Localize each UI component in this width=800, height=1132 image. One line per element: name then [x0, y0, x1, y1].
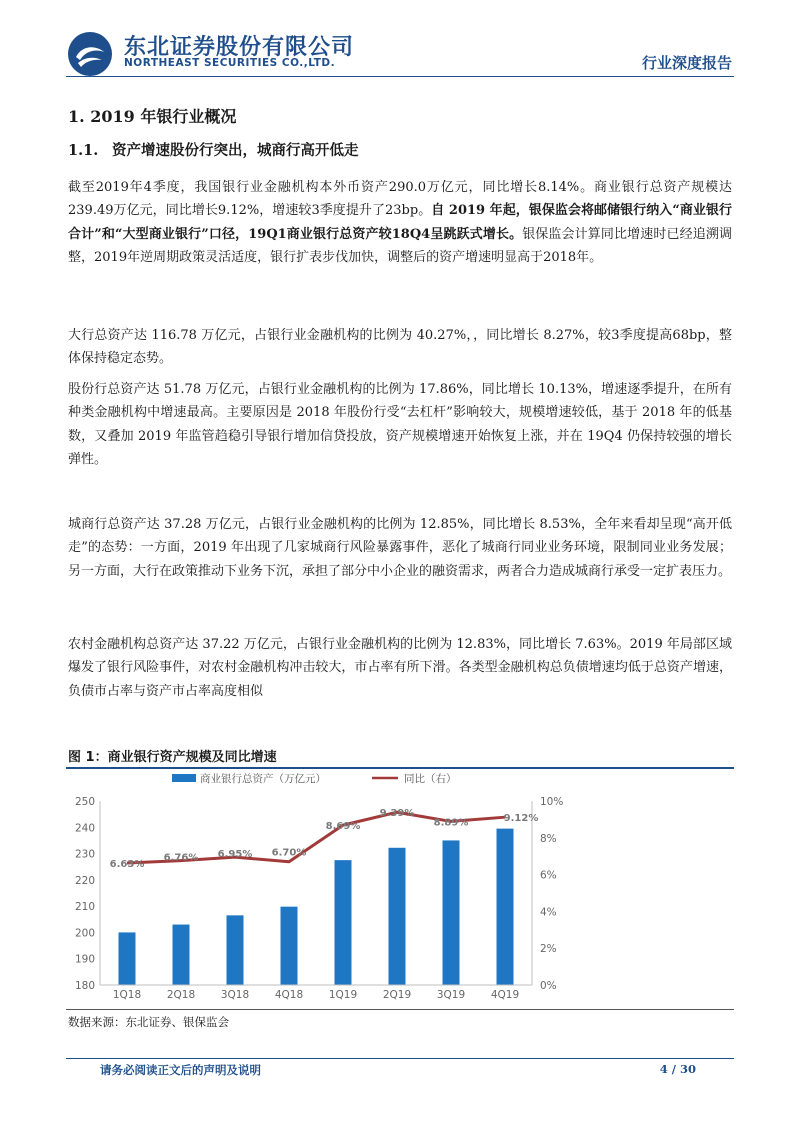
bar-1Q19	[335, 860, 352, 985]
bar-3Q18	[227, 915, 244, 985]
bar-1Q18	[119, 932, 136, 985]
left-axis-tick-label: 250	[74, 796, 95, 808]
right-axis-tick-label: 10%	[540, 796, 564, 808]
left-axis-tick-label: 240	[74, 822, 95, 835]
x-tick-label: 4Q19	[490, 989, 520, 1001]
left-axis-tick-label: 220	[74, 874, 95, 887]
figure-title: 图 1：商业银行资产规模及同比增速	[68, 750, 277, 765]
report-type-label: 行业深度报告	[641, 54, 732, 72]
bar-3Q19	[443, 840, 460, 985]
right-axis-tick-label: 6%	[540, 869, 557, 882]
x-tick-label: 2Q19	[382, 989, 412, 1001]
company-name-en: NORTHEAST SECURITIES CO.,LTD.	[124, 57, 336, 69]
assets-growth-chart	[66, 769, 596, 1009]
left-axis-tick-label: 190	[74, 953, 95, 966]
bar-4Q19	[497, 829, 514, 985]
paragraph-bold-text: 自 2019 年起，银保监会将邮储银行纳入“商业银行合计”和“大型商业银行”口径，19Q1商业银行总资产较18Q4呈跳跃式增长。	[68, 203, 732, 242]
figure-bottom-rule	[66, 1009, 734, 1010]
chart-legend	[172, 772, 457, 785]
company-logo-icon	[66, 30, 114, 78]
footer-divider	[66, 1058, 734, 1059]
bar-2Q18	[173, 925, 190, 985]
legend-label-assets: 商业银行总资产（万亿元）	[200, 773, 326, 785]
right-axis-tick-label: 2%	[540, 943, 557, 956]
paragraph-rural-institutions: 农村金融机构总资产达 37.22 万亿元，占银行业金融机构的比例为 12.83%，同比增长 7.63%。2019 年局部区域爆发了银行风险事件，对农村金融机构冲击较大，市占率有所下滑。各类型金融机构总负债增速均低于总资产增速，负债市占率与资产市占率高度相似	[68, 637, 732, 699]
x-axis-labels	[100, 985, 532, 1001]
yoy-data-label: 6.70%	[271, 847, 307, 859]
right-axis-tick-label: 0%	[540, 980, 557, 992]
x-tick-label: 3Q19	[436, 989, 466, 1001]
paragraph-text: 截至2019年4季度，我国银行业金融机构本外币资产290.0万亿元，同比增长8.14%。商业银行总资产规模达239.49万亿元，同比增长9.12%，增速较3季度提升了23bp。	[68, 180, 732, 219]
header-divider	[66, 76, 734, 77]
left-axis-tick-label: 230	[74, 848, 95, 861]
left-axis-tick-label: 210	[74, 901, 95, 914]
yoy-data-label: 6.76%	[163, 852, 199, 864]
paragraph-joint-stock-banks: 股份行总资产达 51.78 万亿元，占银行业金融机构的比例为 17.86%，同比增长 10.13%，增速逐季提升，在所有种类金融机构中增速最高。主要原因是 2018 年股份行受“去杠杆”影响较大，规模增速较低，基于 2018 年的低基数，又叠加 2019 年监管趋稳引导银行增加信贷投放，资产规模增速开始恢复上涨，并在 19Q4 仍保持较强的增长弹性。	[68, 382, 732, 467]
page-number: 4 / 30	[659, 1062, 696, 1076]
footer-notice: 请务必阅读正文后的声明及说明	[100, 1063, 261, 1077]
x-tick-label: 1Q18	[112, 989, 142, 1001]
line-series	[110, 808, 539, 870]
paragraph-large-banks: 大行总资产达 116.78 万亿元，占银行业金融机构的比例为 40.27%，，同比增长 8.27%，较3季度提高68bp，整体保持稳定态势。	[68, 328, 732, 367]
bar-4Q18	[281, 907, 298, 985]
paragraph-text: 银保监会计算同比增速时已经追溯调整，2019年逆周期政策灵活适度，银行扩表步伐加快，调整后的资产增速明显高于2018年。	[68, 226, 732, 265]
subsection-number: 1.1.	[68, 142, 99, 159]
yoy-data-label: 8.89%	[433, 817, 469, 829]
left-axis	[75, 796, 100, 992]
yoy-data-label: 6.63%	[109, 859, 145, 871]
company-name-cn: 东北证券股份有限公司	[124, 35, 355, 60]
yoy-data-label: 8.69%	[325, 821, 361, 833]
legend-label-yoy: 同比（右）	[404, 773, 457, 785]
section-heading: 1. 2019 年银行业概况	[68, 107, 237, 126]
paragraph-total-assets	[68, 176, 732, 269]
x-tick-label: 1Q19	[328, 989, 358, 1001]
right-axis	[532, 796, 563, 992]
figure-source: 数据来源：东北证券、银保监会	[68, 1015, 229, 1029]
subsection-heading	[68, 139, 359, 160]
yoy-data-label: 9.12%	[503, 813, 539, 825]
x-tick-label: 3Q18	[220, 989, 250, 1001]
yoy-data-label: 9.39%	[379, 808, 415, 820]
x-tick-label: 4Q18	[274, 989, 304, 1001]
page-header	[0, 0, 800, 80]
right-axis-tick-label: 4%	[540, 906, 557, 919]
legend-swatch-assets	[172, 774, 196, 782]
x-tick-label: 2Q18	[166, 989, 196, 1001]
right-axis-tick-label: 8%	[540, 832, 557, 845]
left-axis-tick-label: 200	[74, 927, 95, 940]
left-axis-tick-label: 180	[74, 980, 95, 992]
paragraph-city-banks: 城商行总资产达 37.28 万亿元，占银行业金融机构的比例为 12.85%，同比增长 8.53%，全年来看却呈现“高开低走”的态势：一方面，2019 年出现了几家城商行风险暴露事件，恶化了城商行同业业务环境，限制同业业务发展；另一方面，大行在政策推动下业务下沉，承担了部分中小企业的融资需求，两者合力造成城商行承受一定扩表压力。	[68, 517, 732, 579]
bar-2Q19	[389, 848, 406, 985]
subsection-title: 资产增速股份行突出，城商行高开低走	[112, 142, 359, 159]
yoy-data-label: 6.95%	[217, 849, 253, 861]
